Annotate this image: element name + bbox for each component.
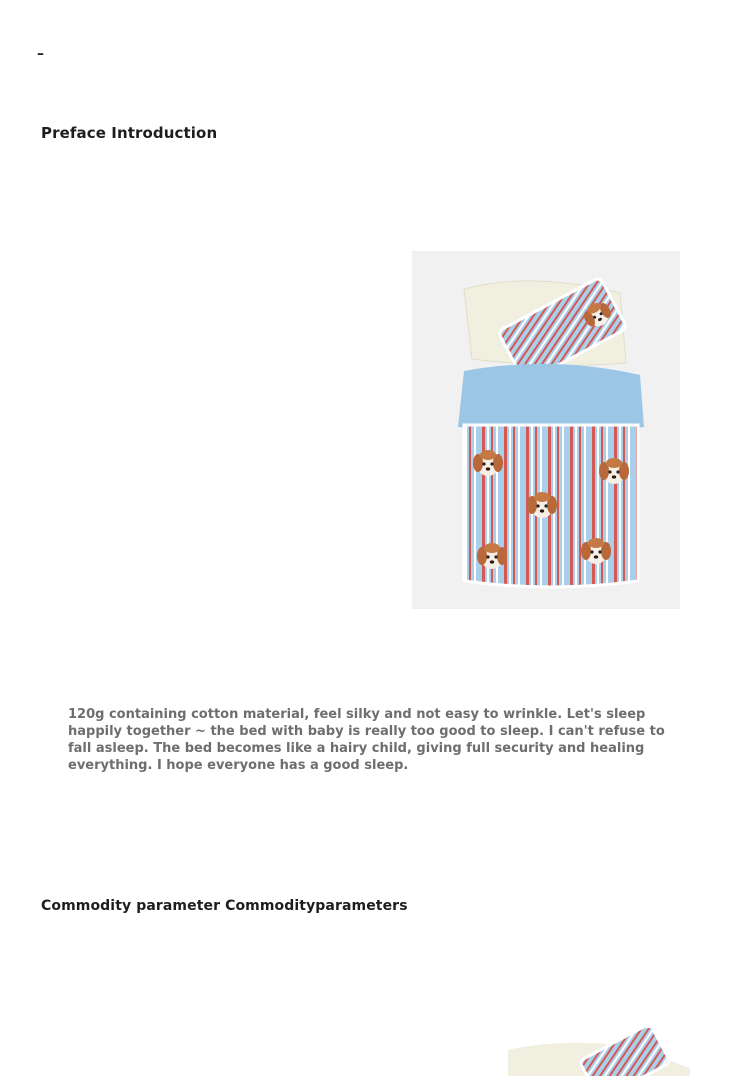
commodity-parameters-title: Commodity parameter Commodityparameters [41,898,408,914]
preface-title: Preface Introduction [41,124,218,142]
dash-mark: – [37,46,44,62]
product-description: 120g containing cotton material, feel silky and not easy to wrinkle. Let's sleep happily together ~ the bed with baby is really too good to sleep. I can't refuse to fall asleep. The bed becomes like a hairy child, giving full security and healing everything. I hope everyone has a good sleep. [68,707,665,773]
product-image [412,251,680,609]
product-preview-image [500,1028,700,1076]
